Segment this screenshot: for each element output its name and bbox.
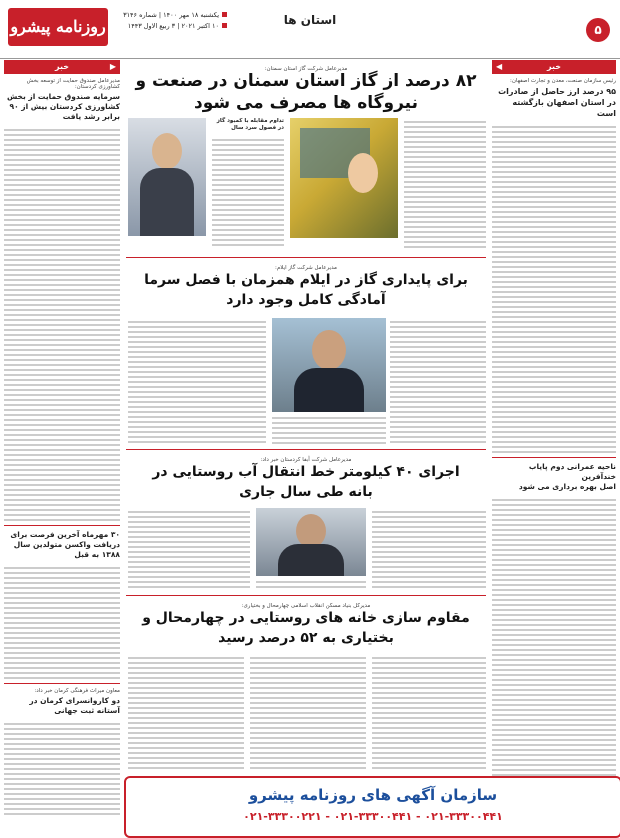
left-sub-headline-3: معاون میراث فرهنگی کرمان خبر داد: <box>34 688 120 694</box>
left-body-text-2 <box>4 564 120 679</box>
issue-date-line2: ۱۰ اکتبر ۲۰۲۱ | ۳ ربیع الاول ۱۴۴۳ <box>127 22 219 30</box>
story2-sub-headline: مدیرعامل شرکت گاز ایلام: <box>275 265 337 271</box>
story1-photo-caption <box>290 240 398 254</box>
issue-date-line1: یکشنبه ۱۸ مهر ۱۴۰۰ | شماره ۳۱۴۶ <box>123 11 219 19</box>
story3-body-text-2 <box>128 508 250 588</box>
story4-body-text-2 <box>250 654 366 770</box>
left-headline-3: دو کاروانسرای کرمان در آستانه ثبت جهانی <box>29 696 120 715</box>
left-sub-headline: مدیرعامل صندوق حمایت از توسعه بخش کشاورزی کردستان: <box>26 78 120 90</box>
column-tag <box>492 60 616 74</box>
left-headline: سرمایه صندوق حمایت از بخش کشاورزی کردستان بیش از ۹۰ برابر رشد یافت <box>6 92 120 121</box>
page-number-badge: ۵ <box>586 18 610 42</box>
story2-body-text-2 <box>272 414 386 446</box>
story1-side-sub: تداوم مقابله با کمبود گاز در فصول سرد سال <box>216 118 284 131</box>
ad-title: سازمان آگهی های روزنامه پیشرو <box>248 786 498 804</box>
story1-body-text-2 <box>212 136 284 248</box>
column-tag-label: خبر <box>546 62 561 71</box>
right-body-text <box>492 123 616 453</box>
left-column <box>4 60 120 815</box>
left-body-text-3 <box>4 720 120 815</box>
story2-body-text <box>390 318 486 446</box>
story1-photo <box>290 118 398 238</box>
story1-body-text <box>404 118 486 248</box>
newspaper-logo: روزنامه پیشرو <box>8 8 108 46</box>
divider <box>4 525 120 526</box>
story3-sub-headline: مدیرعامل شرکت آبفا کردستان خبر داد: <box>260 457 352 463</box>
column-tag-label: خبر <box>54 62 69 71</box>
story1-sub-headline: مدیرعامل شرکت گاز استان سمنان: <box>264 66 348 72</box>
left-body-text <box>4 126 120 521</box>
story4-body-text-3 <box>128 654 244 770</box>
right-column <box>492 60 616 806</box>
page-header <box>0 0 620 59</box>
divider <box>126 257 486 258</box>
right-headline-2-line1: ناحیه عمرانی دوم پایاب خندآفرین <box>528 462 616 481</box>
story2-portrait-photo <box>272 318 386 412</box>
ad-phone-numbers: ۰۲۱-۳۳۳۰۰۲۲۱ - ۰۲۱-۳۳۳۰۰۴۴۱ - ۰۲۱-۳۳۳۰۰۴۴۱ <box>243 810 503 823</box>
story3-headline: اجرای ۴۰ کیلومتر خط انتقال آب روستایی در بانه طی سال جاری <box>152 464 460 500</box>
story3-portrait-photo <box>256 508 366 576</box>
story4-headline: مقاوم سازی خانه های روستایی در چهارمحال و بختیاری به ۵۲ درصد رسید <box>142 610 470 646</box>
story3-photo-caption <box>256 578 366 588</box>
story1-headline: ۸۲ درصد از گاز استان سمنان در صنعت و نیروگاه ها مصرف می شود <box>135 71 477 113</box>
story1-portrait-photo <box>128 118 206 236</box>
left-headline-2: ۳۰ مهرماه آخرین فرصت برای دریافت واکسن متولدین سال ۱۳۸۸ به قبل <box>10 530 120 559</box>
right-headline: ۹۵ درصد ارز حاصل از صادرات در استان اصفهان بازگشته است <box>498 87 616 118</box>
story4-body-text <box>372 654 486 770</box>
story4-sub-headline: مدیرکل بنیاد مسکن انقلاب اسلامی چهارمحال و بختیاری: <box>241 603 371 609</box>
story1-portrait-caption <box>128 238 206 252</box>
story2-headline: برای پایداری گاز در ایلام همزمان با فصل سرما آمادگی کامل وجود دارد <box>144 272 468 308</box>
divider <box>126 449 486 450</box>
divider <box>4 683 120 684</box>
divider <box>492 457 616 458</box>
story3-body-text <box>372 508 486 588</box>
right-headline-2-line2: اصل بهره برداری می شود <box>518 482 616 491</box>
section-title: استان ها <box>283 13 337 27</box>
column-tag <box>4 60 120 74</box>
story2-body-text-3 <box>128 318 266 446</box>
right-body-text-2 <box>492 496 616 806</box>
arrow-right-icon: ▶ <box>109 62 116 71</box>
arrow-left-icon: ◀ <box>496 62 503 71</box>
advertising-box <box>124 776 620 838</box>
divider <box>126 595 486 596</box>
right-sub-headline: رئیس سازمان صنعت، معدن و تجارت اصفهان: <box>510 78 616 84</box>
